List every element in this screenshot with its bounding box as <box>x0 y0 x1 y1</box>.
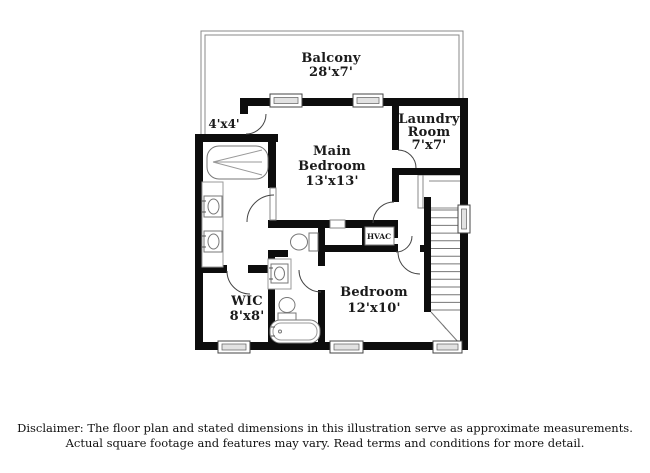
vanity-counter <box>202 182 223 267</box>
window-icon <box>270 94 302 107</box>
window-icon <box>330 341 363 353</box>
stairs <box>431 210 460 344</box>
cased-opening <box>330 220 345 228</box>
laundry-dims: 7'x7' <box>411 138 447 153</box>
disclaimer-line-2: Actual square footage and features may vary. Read terms and conditions for more detail. <box>65 435 585 450</box>
door-arc <box>396 236 412 252</box>
door-arc <box>299 270 321 292</box>
bedroom-label: Bedroom <box>340 285 408 300</box>
sink-icon <box>202 231 222 252</box>
main-bedroom-label-2: Bedroom <box>298 159 366 174</box>
balcony-dims: 28'x7' <box>308 65 354 80</box>
laundry-label-1: Laundry <box>398 112 460 127</box>
toilet-icon <box>291 233 319 251</box>
window-icon <box>433 341 462 353</box>
door-arc <box>398 252 420 274</box>
laundry-label-2: Room <box>407 125 451 140</box>
sink-icon <box>268 259 291 289</box>
sink-icon <box>202 196 222 217</box>
bedroom-dims: 12'x10' <box>347 301 401 316</box>
entry-dims: 4'x4' <box>208 117 240 131</box>
door-arc <box>227 271 250 294</box>
main-bedroom-label-1: Main <box>312 144 352 159</box>
door-arc <box>373 202 394 223</box>
bathtub-icon <box>270 320 320 343</box>
window-icon <box>458 205 470 233</box>
door-arc <box>246 114 266 134</box>
door-leaf <box>270 188 276 220</box>
room-labels <box>208 51 460 324</box>
window-icon <box>353 94 383 107</box>
balcony-label: Balcony <box>301 51 361 66</box>
window-icon <box>218 341 250 353</box>
bathtub-icon <box>207 146 268 179</box>
hvac-label: HVAC <box>366 232 392 241</box>
disclaimer-text <box>0 421 650 450</box>
wic-dims: 8'x8' <box>229 309 265 324</box>
toilet-icon <box>278 298 296 322</box>
wic-label: WIC <box>231 294 263 309</box>
disclaimer-line-1: Disclaimer: The floor plan and stated dimensions in this illustration serve as approximate measurements. <box>17 421 633 435</box>
main-bedroom-dims: 13'x13' <box>305 174 359 189</box>
